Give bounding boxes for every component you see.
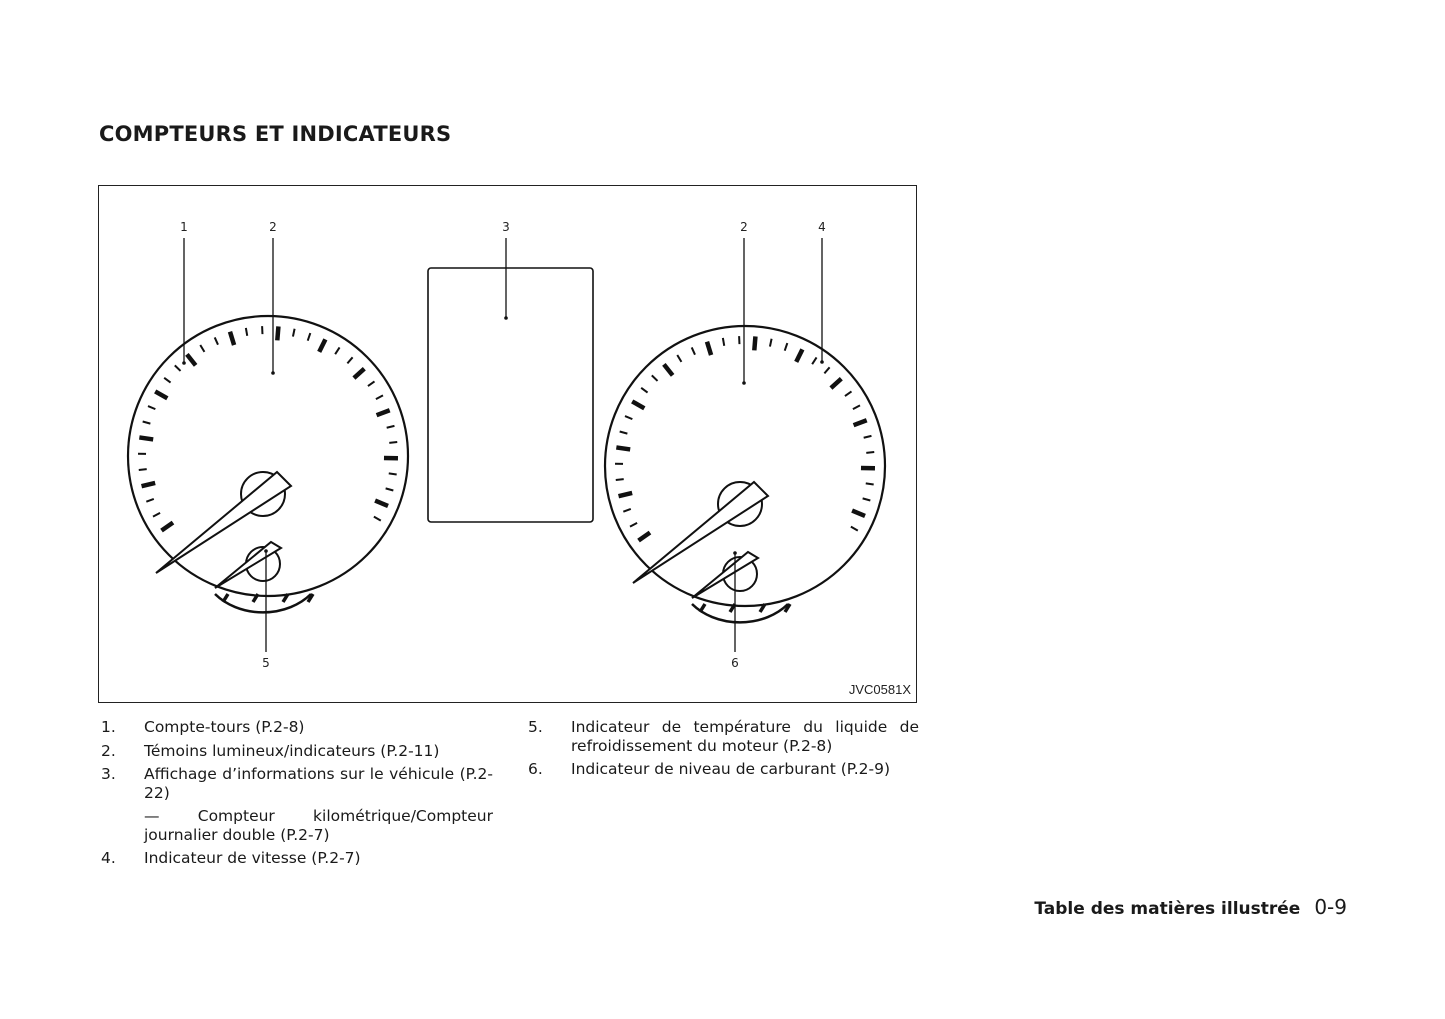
speedometer-tick (625, 416, 632, 419)
instrument-cluster-drawing (99, 186, 917, 703)
speedometer-tick (630, 523, 637, 527)
legend-number: 1. (101, 718, 116, 736)
tachometer-tick (387, 426, 395, 428)
tachometer-tick (162, 523, 173, 531)
callout-number: 2 (269, 220, 277, 234)
legend-list-left (99, 718, 493, 873)
callout-dot (264, 549, 268, 553)
tachometer-tick (319, 339, 325, 352)
tachometer-tick (230, 332, 234, 345)
callout-number: 4 (818, 220, 826, 234)
speedometer-tick (664, 364, 673, 375)
speedometer-tick (831, 379, 841, 388)
page-number: 0-9 (1314, 895, 1347, 919)
tachometer-tick (142, 483, 156, 486)
tachometer-main-needle (156, 472, 291, 573)
tachometer-tick (386, 488, 394, 490)
figure-code: JVC0581X (848, 682, 911, 697)
speedometer-tick (692, 347, 695, 354)
tachometer-sub-tick (223, 594, 228, 602)
tachometer-tick (308, 333, 311, 341)
legend-text: Affichage d’informations sur le véhicule (P.2-22) (144, 765, 493, 802)
tachometer-tick (354, 369, 364, 378)
speedometer-tick (852, 511, 865, 516)
legend-text: Compte-tours (P.2-8) (144, 718, 305, 736)
speedometer-tick (641, 388, 647, 393)
callout-number: 6 (731, 656, 739, 670)
speedometer-tick (845, 391, 852, 396)
tachometer-tick (374, 517, 381, 521)
tachometer-tick (389, 473, 397, 474)
speedometer-tick (824, 367, 829, 373)
tachometer-tick (277, 326, 278, 340)
legend-number: 4. (101, 849, 116, 867)
callout-dot (182, 361, 186, 365)
speedometer-tick (812, 357, 816, 364)
vehicle-info-display (428, 268, 593, 522)
tachometer-tick (164, 378, 170, 383)
tachometer-tick (143, 421, 151, 423)
callout-dot (742, 381, 746, 385)
tachometer-tick (146, 499, 153, 502)
callout-number: 3 (502, 220, 510, 234)
speedometer-tick (632, 401, 644, 408)
speedometer-main-needle (633, 482, 768, 583)
speedometer-tick (866, 483, 874, 484)
footer-title: Table des matières illustrée (1034, 899, 1301, 919)
page-title: COMPTEURS ET INDICATEURS (99, 122, 452, 146)
tachometer-tick (347, 357, 352, 363)
legend-subtext: — Compteur kilométrique/Compteur journalier double (P.2-7) (144, 807, 493, 844)
page-footer (1034, 895, 1347, 919)
speedometer-tick (754, 336, 755, 350)
tachometer-tick (215, 337, 218, 344)
callout-number: 1 (180, 220, 188, 234)
legend-text: Témoins lumineux/indicateurs (P.2-11) (144, 741, 440, 760)
tachometer-tick (376, 395, 383, 399)
speedometer-tick (639, 533, 650, 541)
callout-number: 5 (262, 656, 270, 670)
legend-number: 5. (528, 718, 543, 736)
tachometer-sub-needle (215, 542, 281, 588)
speedometer-tick (854, 420, 867, 425)
tachometer-tick (187, 354, 196, 365)
legend-item-6 (526, 760, 919, 779)
legend-list-right (526, 718, 919, 784)
speedometer-sub-needle (692, 552, 758, 598)
legend-text: Indicateur de niveau de carburant (P.2-9) (571, 760, 891, 778)
speedometer-tick (723, 338, 724, 346)
callout-dot (820, 360, 824, 364)
speedometer-tick (616, 447, 630, 449)
legend-number: 3. (101, 765, 116, 783)
tachometer-tick (139, 437, 153, 439)
speedometer-tick (677, 355, 681, 362)
tachometer-tick (293, 329, 295, 337)
speedometer-tick (785, 343, 788, 351)
tachometer-tick (175, 365, 181, 371)
legend-item-2 (99, 742, 493, 761)
tachometer-tick (148, 406, 155, 409)
speedometer-tick (707, 342, 711, 355)
speedometer-tick (796, 349, 802, 362)
tachometer-tick (368, 381, 375, 386)
speedometer-tick (620, 431, 628, 433)
callout-dot (504, 316, 508, 320)
tachometer-tick (139, 469, 147, 470)
legend-item-3 (99, 765, 493, 844)
tachometer-tick (389, 442, 397, 443)
tachometer-tick (377, 410, 390, 415)
speedometer-tick (864, 436, 872, 438)
speedometer-tick (770, 339, 772, 347)
tachometer-tick (155, 391, 167, 398)
legend-item-5 (526, 718, 919, 755)
tachometer-tick (200, 345, 204, 352)
speedometer-sub-tick (700, 604, 705, 612)
instrument-cluster-figure (98, 185, 917, 703)
speedometer-tick (623, 509, 630, 512)
speedometer-tick (851, 527, 858, 531)
tachometer-tick (153, 513, 160, 517)
speedometer-tick (853, 405, 860, 409)
speedometer-tick (863, 498, 871, 500)
legend-item-4 (99, 849, 493, 868)
speedometer-tick (866, 452, 874, 453)
tachometer-tick (246, 328, 247, 336)
legend-text: Indicateur de température du liquide de refroidissement du moteur (P.2-8) (571, 718, 919, 755)
callout-dot (271, 371, 275, 375)
callout-number: 2 (740, 220, 748, 234)
legend-number: 6. (528, 760, 543, 778)
callout-dot (733, 551, 737, 555)
speedometer-tick (616, 479, 624, 480)
tachometer-tick (375, 501, 388, 506)
speedometer-tick (652, 375, 658, 381)
speedometer-tick (619, 493, 633, 496)
tachometer-tick (335, 347, 339, 354)
legend-number: 2. (101, 741, 116, 760)
legend-text: Indicateur de vitesse (P.2-7) (144, 849, 361, 867)
legend-item-1 (99, 718, 493, 737)
